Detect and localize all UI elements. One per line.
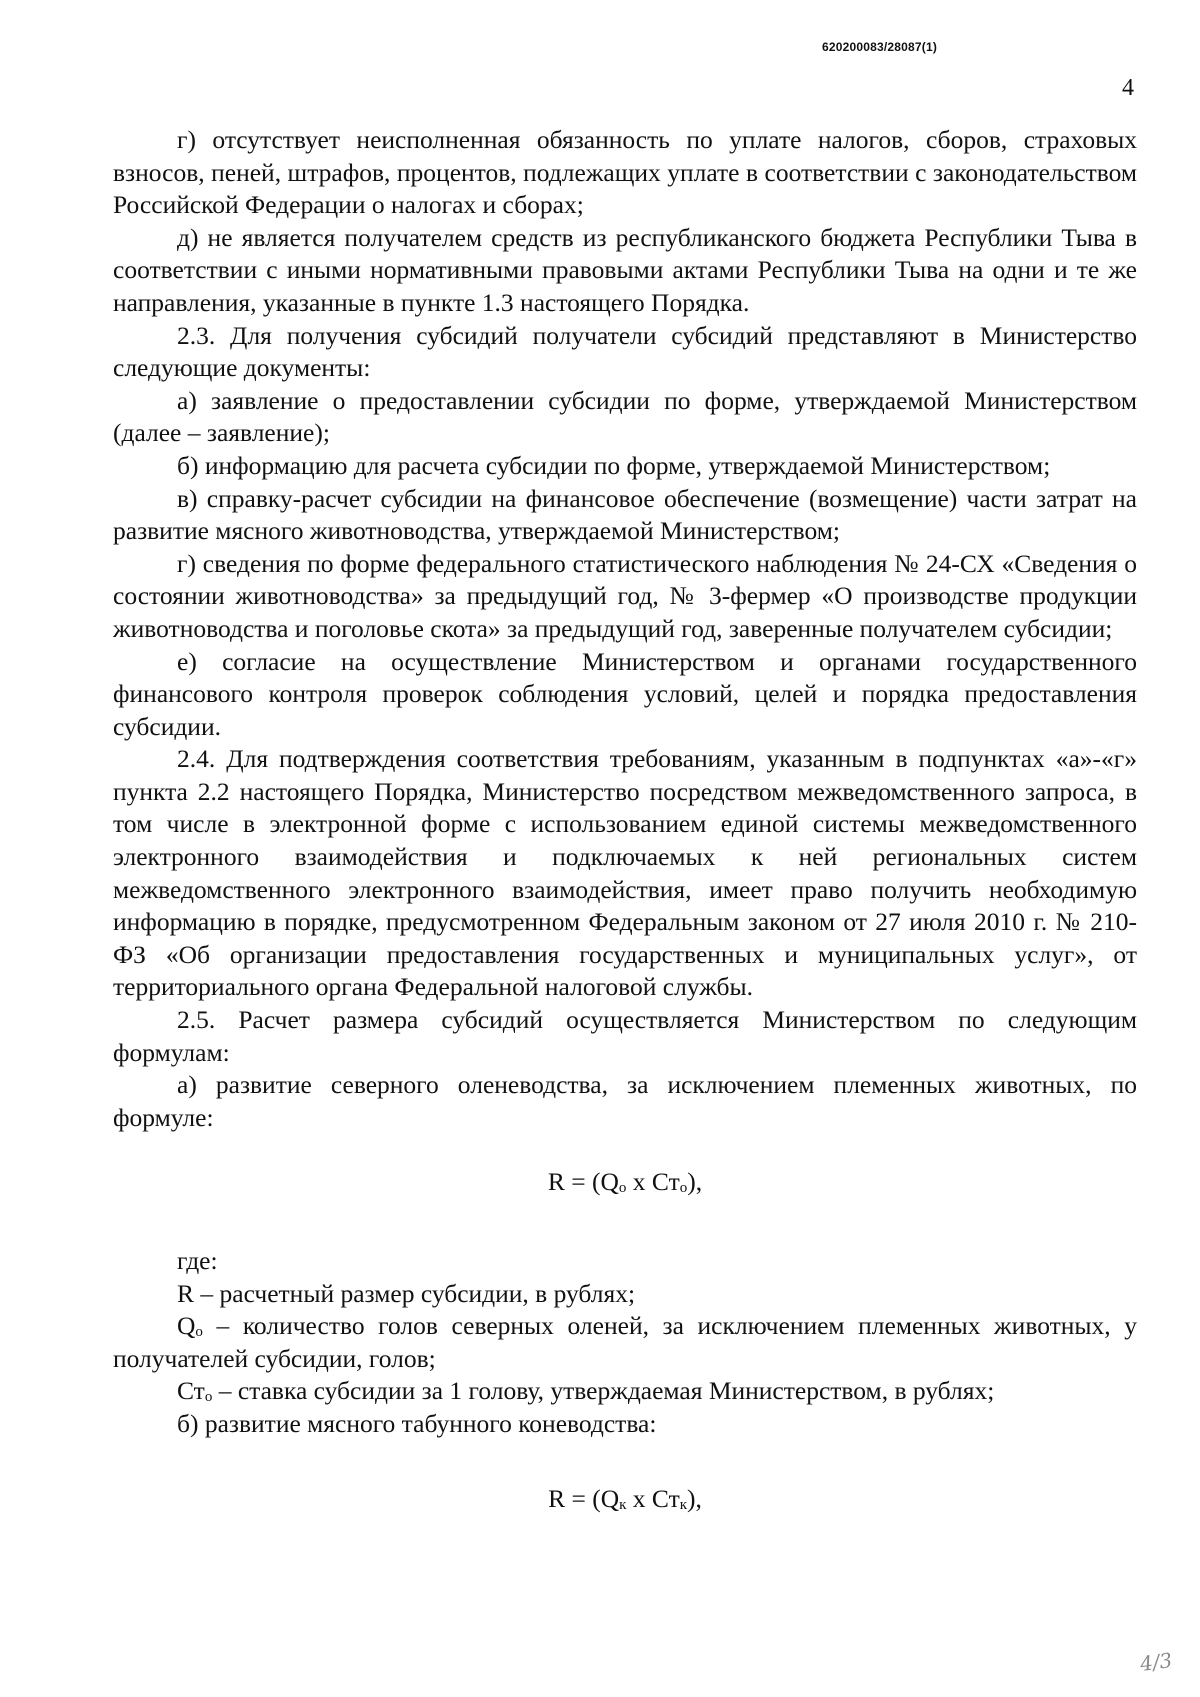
symbol-ct: Ст (177, 1376, 205, 1406)
symbol-ct-subscript: о (204, 1389, 213, 1406)
paragraph-calculation-certificate: в) справку-расчет субсидии на финансовое обеспечение (возмещение) части затрат на развитие мясного животноводства, утверждаемой Министерством; (113, 483, 1137, 546)
document-body (113, 124, 1137, 1515)
definition-ct-text: – ставка субсидии за 1 голову, утверждаемая Министерством, в рублях; (212, 1376, 995, 1406)
paragraph-reindeer: а) развитие северного оленеводства, за исключением племенных животных, по формуле: (113, 1070, 1137, 1132)
paragraph-tax-obligations: г) отсутствует неисполненная обязанность по уплате налогов, сборов, страховых взносов, пеней, штрафов, процентов, подлежащих уплате в соответствии с законодательством Российской Федерации о налогах и сборах; (113, 125, 1137, 220)
page-number: 4 (1122, 75, 1134, 101)
formula-part: R = (Q (547, 1167, 619, 1197)
paragraph-consent: е) согласие на осуществление Министерством и органами государственного финансового контроля проверок соблюдения условий, целей и порядка предоставления субсидии. (113, 646, 1137, 741)
paragraph-application: а) заявление о предоставлении субсидии по форме, утверждаемой Министерством (далее – заявление); (113, 385, 1137, 448)
formula-subscript: о (679, 1180, 688, 1197)
formula-part: х Ст (626, 1167, 680, 1197)
symbol-q-subscript: о (195, 1324, 203, 1341)
paragraph-not-recipient: д) не является получателем средств из республиканского бюджета Республики Тыва в соответствии с иными нормативными правовыми актами Республики Тыва на одни и те же направления, указанные в пункте 1.3 настоящего Порядка. (113, 222, 1137, 317)
symbol-q: Q (177, 1311, 196, 1341)
formula-reindeer (113, 1166, 1137, 1199)
paragraph-statistics: г) сведения по форме федерального статистического наблюдения № 24-СХ «Сведения о состоянии животноводства» за предыдущий год, № 3-фермер «О производстве продукции животноводства и поголовье скота» за предыдущий год, заверенные получателем субсидии; (113, 548, 1137, 643)
formula-part: х Ст (626, 1483, 680, 1513)
formula-horse-breeding (113, 1483, 1137, 1516)
formula-part: ), (687, 1167, 703, 1197)
paragraph-2-5: 2.5. Расчет размера субсидий осуществляется Министерством по следующим формулам: (113, 1005, 1137, 1067)
paragraph-where: где: (177, 1246, 218, 1275)
formula-subscript: к (619, 1496, 627, 1513)
formula-subscript: к (679, 1496, 688, 1513)
formula-subscript: о (618, 1180, 627, 1197)
definition-r: R – расчетный размер субсидии, в рублях; (177, 1278, 636, 1308)
paragraph-2-4: 2.4. Для подтверждения соответствия требованиям, указанным в подпунктах «а»-«г» пункта 2.2 настоящего Порядка, Министерство посредством межведомственного запроса, в том числе в электронной форме с использованием единой системы межведомственного электронного взаимодействия и подключаемых к ней региональных систем межведомственного электронного взаимодействия, имеет право получить необходимую информацию в порядке, предусмотренном Федеральным законом от 27 июля 2010 г. № 210-ФЗ «Об организации предоставления государственных и муниципальных услуг», от территориального органа Федеральной налоговой службы. (113, 744, 1137, 1002)
definition-q (113, 1310, 1137, 1375)
handwritten-page-mark: 4/3 (1138, 1647, 1174, 1677)
paragraph-information: б) информацию для расчета субсидии по форме, утверждаемой Министерством; (177, 450, 1051, 480)
document-id: 620200083/28087(1) (822, 40, 938, 54)
definition-q-text: – количество голов северных оленей, за исключением племенных животных, у получателей субсидии, голов; (113, 1311, 1137, 1373)
definition-ct (113, 1375, 1137, 1408)
formula-part: ), (687, 1483, 702, 1513)
formula-part: R = (Q (548, 1483, 620, 1513)
paragraph-horse-breeding: б) развитие мясного табунного коневодства: (177, 1408, 657, 1438)
paragraph-2-3: 2.3. Для получения субсидий получатели субсидий представляют в Министерство следующие документы: (113, 320, 1137, 383)
